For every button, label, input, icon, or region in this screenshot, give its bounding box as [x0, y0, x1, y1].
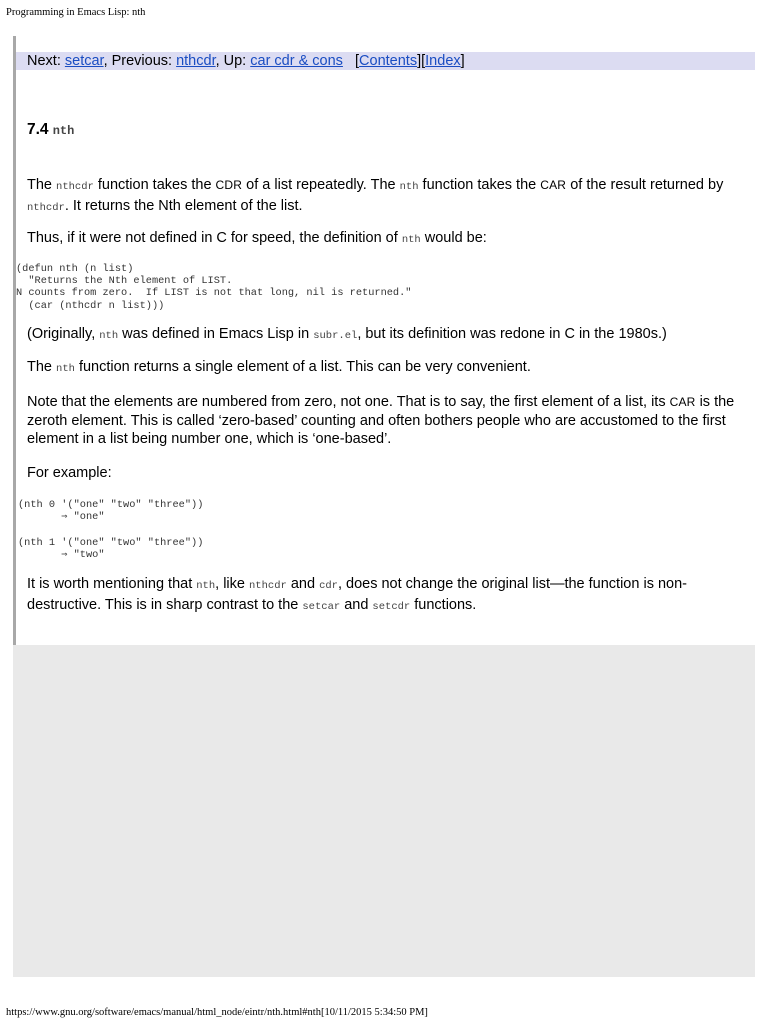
code-nthcdr: nthcdr: [249, 580, 287, 592]
text: would be:: [420, 230, 487, 246]
code-subr-el: subr.el: [313, 330, 358, 342]
navigation-bar: [16, 52, 755, 70]
bracket-open: [: [355, 53, 360, 69]
code-block-defun: (defun nth (n list) "Returns the Nth element of LIST. N counts from zero. If LIST is not that long, nil is returned." (car (nthcdr n list))): [16, 263, 412, 312]
text: function returns a single element of a list. This can be very convenient.: [74, 359, 531, 375]
nav-up-link[interactable]: car cdr & cons: [250, 53, 343, 69]
code-nth: nth: [99, 330, 119, 342]
code-nth: nth: [399, 181, 419, 193]
nav-index-link[interactable]: Index: [425, 53, 461, 69]
text: Thus, if it were not defined in C for speed, the definition of: [27, 230, 402, 246]
text: The: [27, 359, 57, 375]
nav-contents-link[interactable]: Contents: [359, 53, 418, 69]
code-setcdr: setcdr: [372, 600, 411, 613]
code-block-example-one: (nth 0 '("one" "two" "three")) ⇒ "one": [18, 499, 204, 524]
text: and: [286, 576, 320, 592]
bracket-middle: ][: [417, 53, 426, 69]
code-nth: nth: [56, 363, 75, 375]
text: Note that the elements are numbered from zero, not one. That is to say, the first element of a list, its: [27, 394, 670, 410]
smallcaps-car: CAR: [540, 178, 567, 192]
code-nthcdr: nthcdr: [56, 181, 94, 193]
paragraph-non-destructive: [27, 575, 747, 616]
section-number: 7.4: [27, 121, 49, 138]
paragraph-zero-based: [27, 393, 747, 449]
text: . It returns the Nth element of the list.: [64, 197, 303, 214]
paragraph-for-example: [27, 464, 747, 483]
text: was defined in Emacs Lisp in: [118, 326, 314, 342]
section-title-code: nth: [52, 124, 75, 138]
nav-next-label: Next:: [27, 53, 65, 69]
text: , does not change the original list—the function is non-destructive. This is in sharp contrast to the: [27, 576, 687, 613]
document-page: [13, 36, 755, 645]
text: function takes the: [93, 177, 216, 193]
text: of a list repeatedly. The: [242, 177, 400, 193]
smallcaps-car: CAR: [669, 395, 696, 409]
text: It is worth mentioning that: [27, 576, 197, 592]
paragraph-definition-intro: [27, 229, 747, 250]
paragraph-intro: [27, 176, 747, 217]
bracket-close: ]: [460, 53, 465, 69]
paragraph-originally: [27, 325, 747, 346]
code-block-example-two: (nth 1 '("one" "two" "three")) ⇒ "two": [18, 537, 204, 562]
code-nthcdr: nthcdr: [27, 201, 65, 214]
text: functions.: [410, 596, 477, 613]
code-nth: nth: [196, 580, 216, 592]
code-setcar: setcar: [302, 600, 341, 613]
print-footer: https://www.gnu.org/software/emacs/manual/html_node/eintr/nth.html#nth[10/11/2015 5:34:50 PM]: [6, 1007, 428, 1018]
text: is the zeroth element. This is called ‘zero-based’ counting and often bothers people who are accustomed to the first element in a list being number one, which is ‘one-based’.: [27, 394, 735, 447]
code-nth: nth: [401, 234, 421, 246]
section-heading: [27, 121, 74, 139]
text: For example:: [27, 465, 112, 481]
nav-up-label: , Up:: [215, 53, 251, 69]
code-cdr: cdr: [319, 580, 338, 592]
print-header: Programming in Emacs Lisp: nth: [6, 7, 146, 18]
nav-next-link[interactable]: setcar: [64, 53, 104, 69]
text: , like: [215, 576, 249, 592]
text: function takes the: [418, 177, 541, 193]
nav-previous-link[interactable]: nthcdr: [176, 53, 216, 69]
paragraph-single-element: [27, 358, 747, 379]
text: and: [340, 596, 373, 613]
text: The: [27, 177, 57, 193]
nav-previous-label: , Previous:: [103, 53, 177, 69]
text: (Originally,: [27, 326, 100, 342]
smallcaps-cdr: CDR: [215, 178, 243, 192]
text: , but its definition was redone in C in the 1980s.): [357, 326, 667, 342]
text: of the result returned by: [566, 177, 724, 193]
